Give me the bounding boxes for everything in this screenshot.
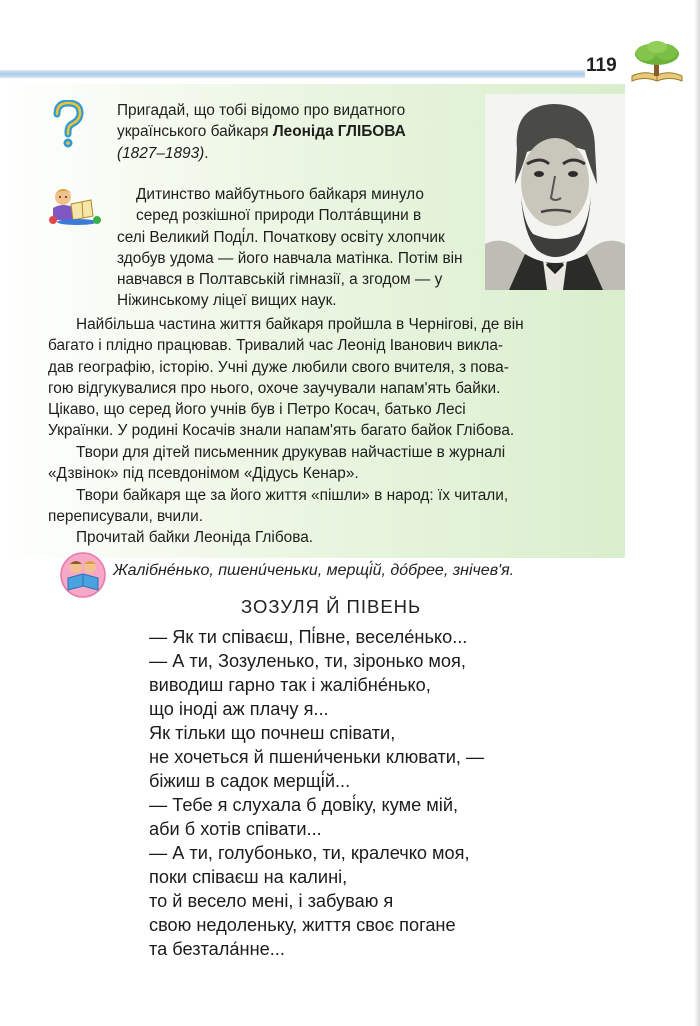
- biography-paragraph: [117, 184, 487, 312]
- author-years: (1827–1893): [117, 144, 205, 162]
- question-mark-icon: [50, 100, 86, 150]
- poem-line: не хочеться й пшени́ченьки клювати, —: [149, 747, 485, 767]
- paragraph-line: Твори для дітей письменник друкував найчастіше в журналі: [76, 444, 506, 461]
- author-name: Леоніда ГЛІБОВА: [272, 123, 406, 141]
- poem-line: біжиш в садок мерщі́й...: [149, 771, 351, 791]
- paragraph-line: Цікаво, що серед його учнів був і Петро Косач, батько Лесі: [48, 401, 466, 419]
- page-edge: [694, 0, 700, 1026]
- paragraph-line: дав географію, історію. Учні дуже любили свого вчителя, з пова-: [48, 358, 509, 376]
- poem-line: поки співаєш на калині,: [149, 867, 348, 887]
- tree-on-open-book-icon: [628, 40, 686, 84]
- poem-line: — А ти, Зозуленько, ти, зіронько моя,: [149, 651, 466, 671]
- reading-child-icon: [45, 186, 103, 226]
- poem-title: ЗОЗУЛЯ Й ПІВЕНЬ: [241, 596, 422, 617]
- poem-line: свою недоленьку, життя своє погане: [149, 915, 456, 935]
- paragraph-line: «Дзвінок» під псевдонімом «Дідусь Кенар».: [48, 465, 359, 483]
- paragraph-folk: [48, 485, 626, 528]
- poem-line: то й весело мені, і забуваю я: [149, 891, 394, 911]
- author-portrait: [485, 94, 625, 290]
- poem-text: [149, 625, 609, 961]
- bio-line: Дитинство майбутнього байкаря минуло: [136, 186, 424, 203]
- paragraph-read-fables: [76, 527, 626, 548]
- poem-line: — Тебе я слухала б дові́ку, куме мій,: [149, 795, 459, 815]
- intro-paragraph: [117, 100, 482, 164]
- poem-line: Як тільки що почнеш співати,: [149, 723, 396, 743]
- paragraph-line: багато і плідно працював. Тривалий час Леонід Іванович виклa-: [48, 337, 504, 355]
- poem-line: та безтала́нне...: [149, 939, 285, 959]
- paragraph-dzvinok: [48, 442, 626, 485]
- intro-end: .: [204, 144, 209, 162]
- paragraph-line: Українки. У родині Косачів знали напам'ять багато байок Глібова.: [48, 422, 515, 440]
- paragraph-line: Найбільша частина життя байкаря пройшла в Чернігові, де він: [76, 316, 524, 333]
- paragraph-line: гою відгукувалися про нього, охоче заучували напам'ять байки.: [48, 379, 501, 397]
- poem-line: — Як ти співаєш, Пі́вне, веселе́нько...: [149, 627, 468, 647]
- poem-line: аби б хотів співати...: [149, 819, 322, 839]
- paragraph-line: Твори байкаря ще за його життя «пішли» в народ: їх читали,: [76, 487, 509, 504]
- bio-line: селі Великий Поді́л. Початкову освіту хлопчик: [117, 228, 445, 246]
- bio-line: серед розкішної природи Полта́вщини в: [136, 207, 422, 225]
- bio-line: здобув удома — його навчала матінка. Потім він: [117, 249, 463, 267]
- paragraph-line: переписували, вчили.: [48, 508, 203, 526]
- reading-book-icon: [60, 552, 106, 598]
- poem-line: що іноді аж плачу я...: [149, 699, 329, 719]
- paragraph-line: Прочитай байки Леоніда Глібова.: [76, 529, 314, 546]
- paragraph-chernihiv: [48, 314, 626, 442]
- poem-line: — А ти, голубонько, ти, кралечко моя,: [149, 843, 470, 863]
- vocabulary-words: Жалібне́нько, пшени́ченьки, мерщі́й, до́брее, знічев'я.: [113, 562, 515, 579]
- bio-line: Ніжинському ліцеї вищих наук.: [117, 292, 337, 310]
- page-number: 119: [586, 55, 617, 76]
- header-rule: [0, 70, 585, 78]
- intro-text: Пригадай, що тобі відомо про видатного українського байкаря: [117, 102, 406, 141]
- bio-line: навчався в Полтавській гімназії, а згодом — у: [117, 271, 443, 289]
- poem-line: виводиш гарно так і жалібне́нько,: [149, 675, 431, 695]
